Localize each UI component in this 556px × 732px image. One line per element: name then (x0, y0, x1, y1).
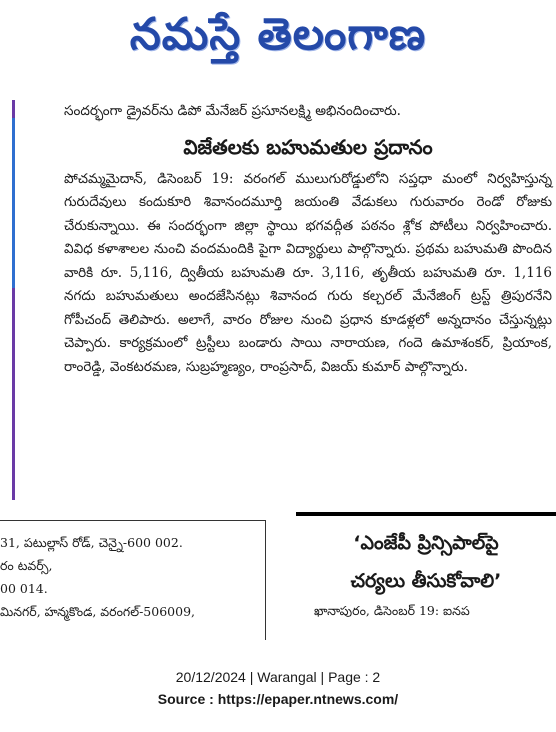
address-line: 31, పటుల్లాస్ రోడ్, చెన్నై-600 002. (0, 535, 183, 550)
previous-article-tail: సందర్భంగా డ్రైవర్‌ను డిపో మేనేజర్ ప్రసూనలక్ష్మి అభినందించారు. (64, 103, 401, 119)
side-article-headline-line2: చర్యలు తీసుకోవాలి’ (350, 570, 502, 592)
side-article-rule (296, 512, 556, 516)
newspaper-title: నమస్తే తెలంగాణ (129, 9, 427, 60)
side-article-headline-line1: ‘ఎంజేపీ ప్రిన్సిపాల్‌పై (353, 532, 499, 554)
article (64, 100, 552, 379)
publisher-address-box (0, 520, 266, 640)
side-article-body: ఖానాపురం, డిసెంబర్ 19: ఐనప (314, 603, 470, 618)
column-accent-bar (12, 118, 15, 288)
edition-info: 20/12/2024 | Warangal | Page : 2 (175, 669, 381, 685)
article-headline: విజేతలకు బహుమతుల ప్రదానం (183, 134, 433, 159)
masthead (0, 0, 556, 80)
address-line: 00 014. (0, 581, 48, 596)
left-column-edge (0, 100, 15, 500)
address-line: మినగర్, హన్మకొండ, వరంగల్-506009, (0, 604, 195, 619)
side-article (296, 512, 556, 640)
address-line: రం టవర్స్, (0, 558, 53, 573)
page-footer (0, 666, 556, 710)
article-body: పోచమ్మమైదాన్, డిసెంబర్ 19: వరంగల్ ములుగురోడ్డులోని సప్తధా మంలో నిర్వహిస్తున్న గురుదేవులు కందుకూరి శివానందమూర్తి జయంతి వేడుకలు గురువారం రెండో రోజుకు చేరుకున్నాయి. ఈ సందర్భంగా జిల్లా స్థాయి భగవద్గీత పఠనం శ్లోక పోటీలు నిర్వహించారు. వివిధ కళాశాలల నుంచి వందమందికి పైగా విద్యార్థులు పాల్గొన్నారు. ప్రథమ బహుమతి పొందిన వారికి రూ. 5,116, ద్వితీయ బహుమతి రూ. 3,116, తృతీయ బహుమతి రూ. 1,116 నగదు బహుమతులు అందజేసినట్లు శివానంద గురు కల్చరల్ మేనేజింగ్ ట్రస్ట్ త్రిపురనేని గోపీచంద్ తెలిపారు. అలాగే, వారం రోజుల నుంచి ప్రధాన కూడళ్లలో అన్నదానం చేస్తున్నట్లు చెప్పారు. కార్యక్రమంలో ట్రస్టీలు బండారు సాయి నారాయణ, గందె ఉమాశంకర్, ప్రియాంక, రాంరెడ్డి, వెంకటరమణ, సుబ్రహ్మణ్యం, రాంప్రసాద్, విజయ్ కుమార్ పాల్గొన్నారు. (64, 170, 552, 375)
source-link[interactable]: Source : https://epaper.ntnews.com/ (157, 691, 399, 707)
